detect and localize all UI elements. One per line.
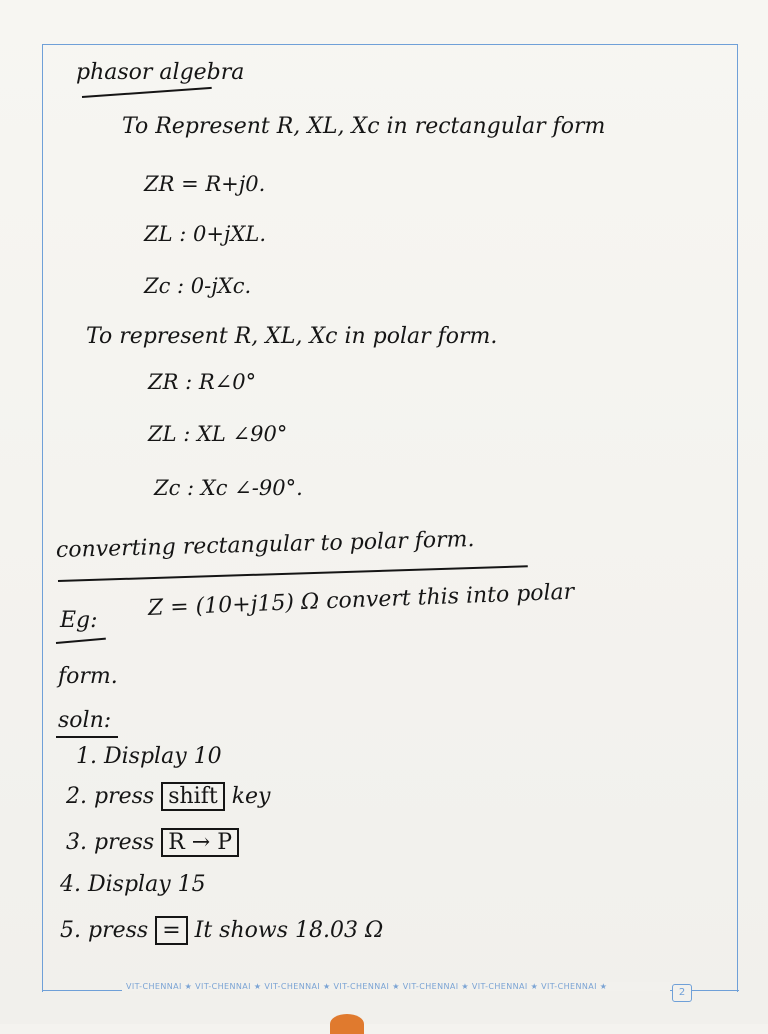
equation-zc-rect: Zc : 0-jXc. [144,274,252,298]
step-number: 4. [60,872,81,897]
example-statement: Z = (10+j15) Ω convert this into polar [147,579,575,621]
equals-key-box: = [155,916,187,945]
step-text: press [94,784,155,809]
example-label: Eg: [60,608,98,633]
rect-intro-text: To Represent R, XL, Xc in rectangular form [122,114,606,139]
example-statement-cont: form. [58,664,118,689]
equation-zr-rect: ZR = R+j0. [144,172,266,196]
equation-zr-polar: ZR : R∠0° [148,370,257,394]
step-text: press [88,918,149,943]
step-text: press [94,830,155,855]
section-title-phasor-algebra: phasor algebra [76,60,245,85]
footer-watermark: VIT-CHENNAI ★ VIT-CHENNAI ★ VIT-CHENNAI ★ VIT-CHENNAI ★ VIT-CHENNAI ★ VIT-CHENNAI ★ VIT-CHENNAI ★ [122,982,670,991]
equation-zl-polar: ZL : XL ∠90° [148,422,288,446]
step-3 [66,828,239,857]
step-4 [60,872,206,897]
solution-label: soln: [58,708,112,733]
step-5 [60,916,383,945]
step-after-text: key [231,784,271,809]
step-2 [66,782,270,811]
step-number: 3. [66,830,87,855]
polar-intro-text: To represent R, XL, Xc in polar form. [86,324,498,349]
r-to-p-key-box: R → P [161,828,239,857]
step-number: 5. [60,918,81,943]
step-text: Display 15 [88,872,206,897]
step-after-text: It shows 18.03 Ω [194,918,384,943]
page-number: 2 [672,984,692,1002]
background-object [330,1014,364,1034]
step-number: 1. [76,744,97,769]
solution-underline [56,736,118,738]
section-title-converting: converting rectangular to polar form. [55,527,475,563]
step-1 [76,744,222,769]
shift-key-box: shift [161,782,224,811]
equation-zc-polar: Zc : Xc ∠-90°. [154,476,303,500]
step-text: Display 10 [104,744,222,769]
equation-zl-rect: ZL : 0+jXL. [144,222,267,246]
step-number: 2. [66,784,87,809]
